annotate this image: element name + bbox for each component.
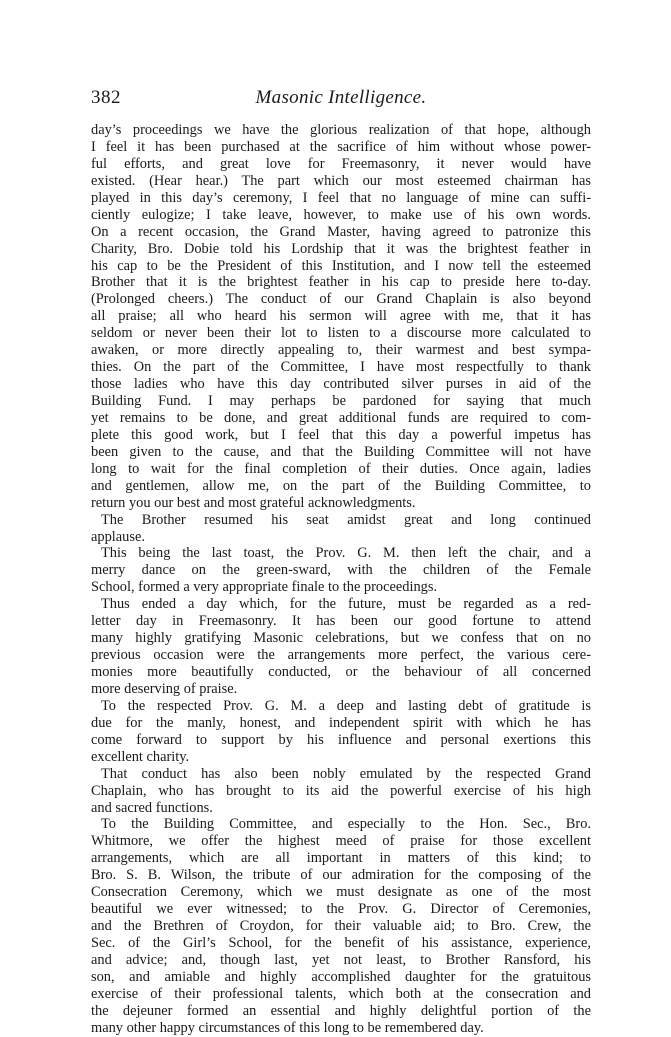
text-line: and gentlemen, allow me, on the part of the Building Committee, to bbox=[91, 477, 591, 494]
text-line: To the respected Prov. G. M. a deep and lasting debt of gratitude is bbox=[101, 697, 591, 714]
text-line: plete this good work, but I feel that this day a powerful impetus has bbox=[91, 426, 591, 443]
text-line: On a recent occasion, the Grand Master, having agreed to patronize this bbox=[91, 223, 591, 240]
text-line: Charity, Bro. Dobie told his Lordship that it was the brightest feather in bbox=[91, 240, 591, 257]
text-line: merry dance on the green-sward, with the children of the Female bbox=[91, 562, 591, 579]
running-title: Masonic Intelligence. bbox=[255, 87, 427, 108]
text-line: Brother that it is the brightest feather in his cap to preside here to-day. bbox=[91, 274, 591, 291]
text-line: Bro. S. B. Wilson, the tribute of our admiration for the composing of the bbox=[91, 867, 591, 884]
text-line: Building Fund. I may perhaps be pardoned for saying that much bbox=[91, 393, 591, 409]
text-line: School, formed a very appropriate finale to the proceedings. bbox=[91, 579, 438, 596]
text-line: Chaplain, who has brought to its aid the powerful exercise of his high bbox=[91, 782, 591, 799]
text-line: applause. bbox=[91, 528, 145, 545]
text-line: ful efforts, and great love for Freemasonry, it never would have bbox=[91, 155, 591, 172]
text-line: arrangements, which are all important in matters of this kind; to bbox=[91, 850, 591, 867]
text-line: and sacred functions. bbox=[91, 799, 213, 816]
text-line: been given to the cause, and that the Building Committee will not have bbox=[91, 443, 591, 460]
text-line: ciently eulogize; I take leave, however, to make use of his own words. bbox=[91, 206, 591, 223]
text-line: previous occasion were the arrangements more perfect, the various cere- bbox=[91, 647, 591, 664]
text-line: awaken, or more directly appealing to, their warmest and best sympa- bbox=[91, 342, 591, 359]
text-line: all praise; all who heard his sermon will agree with me, that it has bbox=[91, 308, 591, 325]
text-line: day’s proceedings we have the glorious realization of that hope, although bbox=[91, 122, 591, 138]
text-line: Sec. of the Girl’s School, for the benefit of his assistance, experience, bbox=[91, 935, 591, 951]
article-body bbox=[91, 122, 591, 1037]
text-line: beautiful we ever witnessed; to the Prov. G. Director of Ceremonies, bbox=[91, 901, 591, 918]
text-line: more deserving of praise. bbox=[91, 680, 238, 697]
text-line: those ladies who have this day contributed silver purses in aid of the bbox=[91, 376, 591, 393]
text-line: letter day in Freemasonry. It has been our good fortune to attend bbox=[91, 613, 591, 630]
text-line: I feel it has been purchased at the sacrifice of him without whose power- bbox=[91, 138, 591, 155]
text-line: yet remains to be done, and great additional funds are required to com- bbox=[91, 409, 591, 426]
text-line: played in this day’s ceremony, I feel that no language of mine can suffi- bbox=[91, 189, 591, 206]
text-line: son, and amiable and highly accomplished daughter for the gratuitous bbox=[91, 968, 591, 985]
text-line: excellent charity. bbox=[91, 748, 190, 765]
text-line: return you our best and most grateful acknowledgments. bbox=[91, 494, 416, 511]
text-line: due for the manly, honest, and independent spirit with which he has bbox=[91, 714, 591, 731]
text-line: exercise of their professional talents, which both at the consecration and bbox=[91, 985, 591, 1002]
text-line: many other happy circumstances of this long to be remembered day. bbox=[91, 1019, 484, 1036]
text-line: (Prolonged cheers.) The conduct of our Grand Chaplain is also beyond bbox=[91, 291, 591, 308]
text-line: long to wait for the final completion of their duties. Once again, ladies bbox=[91, 460, 591, 477]
text-line: the dejeuner formed an essential and highly delightful portion of the bbox=[91, 1002, 591, 1019]
text-line: To the Building Committee, and especially to the Hon. Sec., Bro. bbox=[101, 816, 591, 833]
text-line: his cap to be the President of this Institution, and I now tell the esteemed bbox=[91, 257, 591, 274]
text-line: Thus ended a day which, for the future, must be regarded as a red- bbox=[101, 596, 591, 613]
running-head bbox=[91, 87, 591, 111]
text-line: That conduct has also been nobly emulated by the respected Grand bbox=[101, 765, 591, 782]
text-line: and advice; and, though last, yet not least, to Brother Ransford, his bbox=[91, 951, 591, 968]
text-line: many highly gratifying Masonic celebrations, but we confess that on no bbox=[91, 630, 591, 647]
text-line: The Brother resumed his seat amidst great and long continued bbox=[101, 511, 591, 528]
page-number: 382 bbox=[91, 87, 121, 108]
text-line: existed. (Hear hear.) The part which our most esteemed chairman has bbox=[91, 172, 591, 189]
text-line: and the Brethren of Croydon, for their valuable aid; to Bro. Crew, the bbox=[91, 918, 591, 935]
text-line: thies. On the part of the Committee, I have most respectfully to thank bbox=[91, 359, 591, 376]
text-line: come forward to support by his influence and personal exertions this bbox=[91, 731, 591, 748]
text-line: Whitmore, we offer the highest meed of praise for those excellent bbox=[91, 833, 591, 850]
text-line: This being the last toast, the Prov. G. M. then left the chair, and a bbox=[101, 545, 591, 562]
text-line: Consecration Ceremony, which we must designate as one of the most bbox=[91, 884, 591, 901]
text-line: monies more beautifully conducted, or the behaviour of all concerned bbox=[91, 664, 591, 680]
text-line: seldom or never been their lot to listen to a discourse more calculated to bbox=[91, 325, 591, 342]
